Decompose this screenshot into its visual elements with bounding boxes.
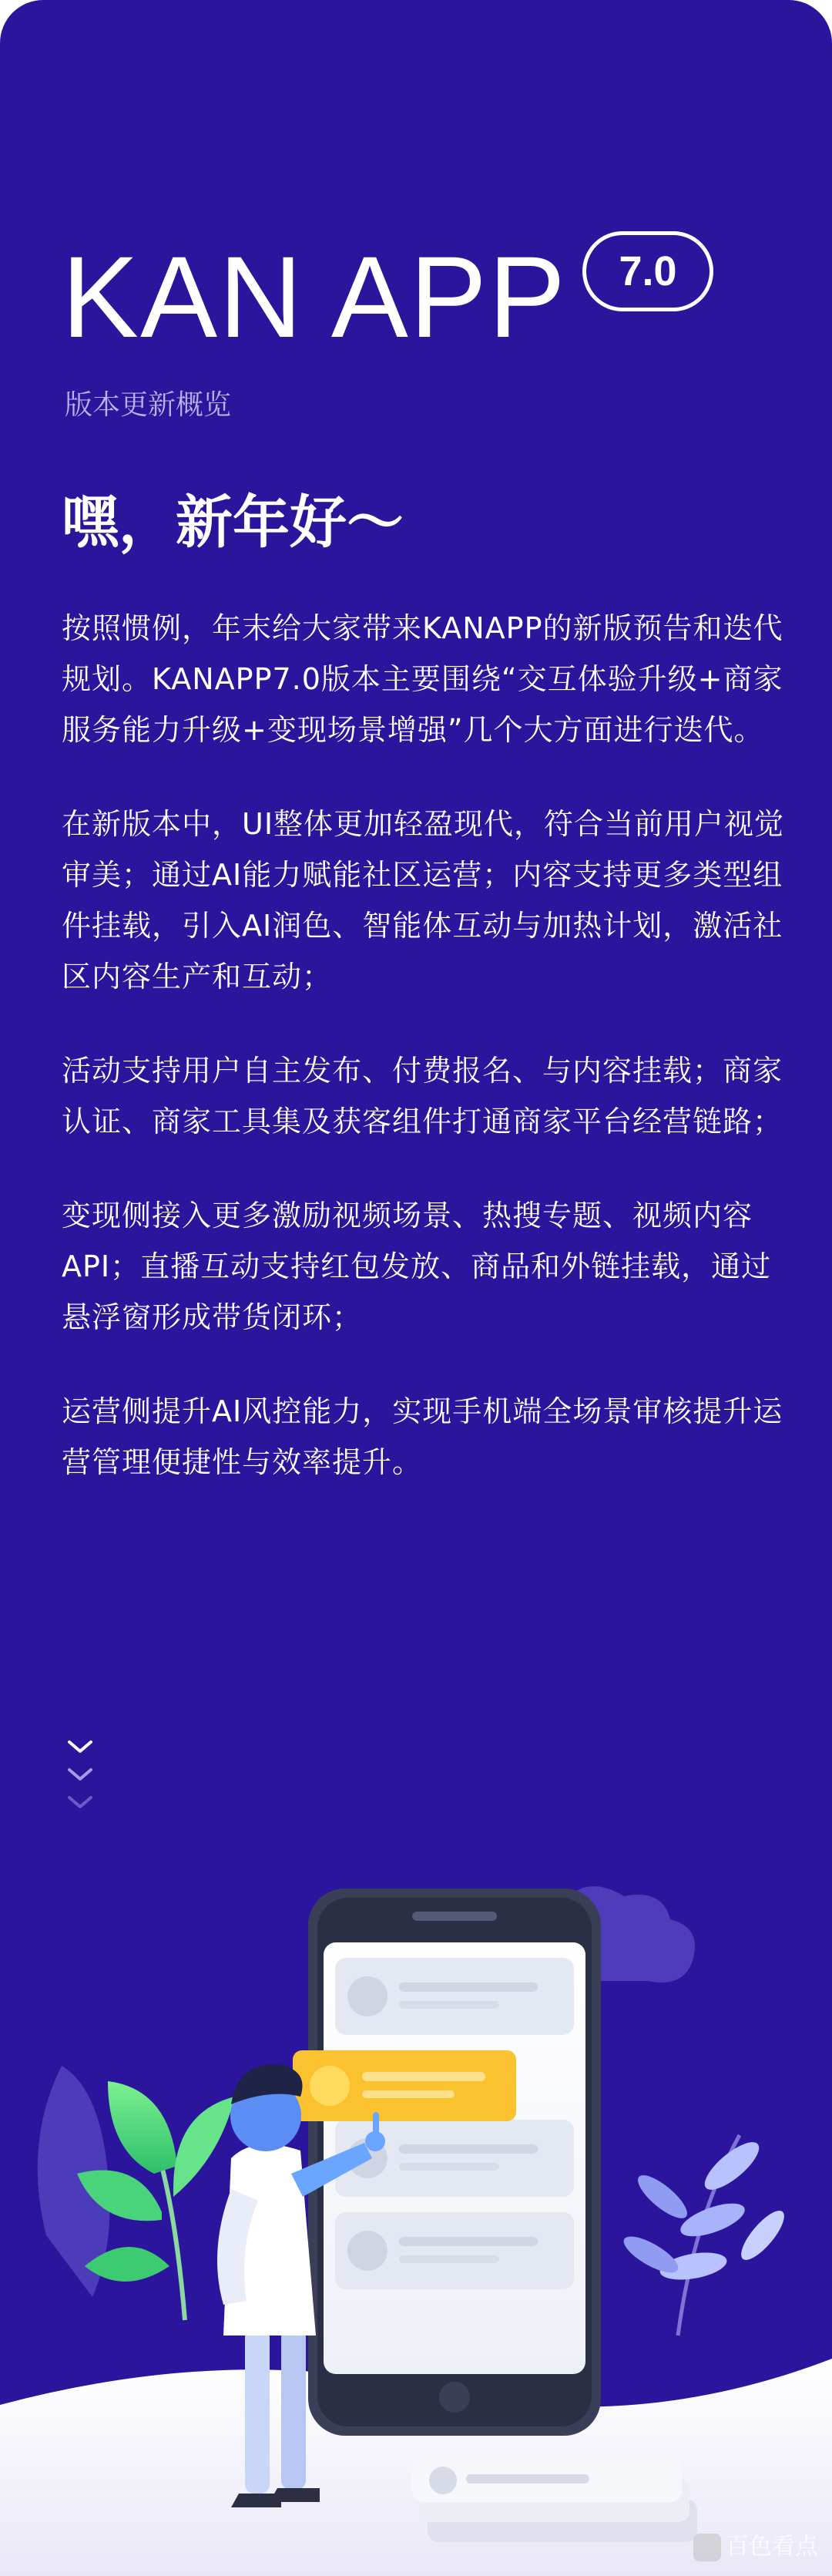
highlight-card	[293, 2050, 516, 2121]
hero-illustration	[0, 1834, 832, 2576]
message-stack	[412, 2459, 697, 2542]
watermark-text: 百色看点	[726, 2533, 818, 2561]
intro-body	[62, 603, 786, 1531]
greeting-heading: 嘿，新年好～	[62, 489, 404, 556]
intro-paragraph: 变现侧接入更多激励视频场景、热搜专题、视频内容API；直播互动支持红包发放、商品和外链挂载，通过悬浮窗形成带货闭环；	[62, 1199, 772, 1334]
intro-paragraph: 在新版本中，UI整体更加轻盈现代，符合当前用户视觉审美；通过AI能力赋能社区运营；内容支持更多类型组件挂载，引入AI润色、智能体互动与加热计划，激活社区内容生产和互动；	[62, 807, 785, 994]
intro-paragraph: 活动支持用户自主发布、付费报名、与内容挂载；商家认证、商家工具集及获客组件打通商家平台经营链路；	[62, 1054, 783, 1138]
chevron-down-icon	[65, 1790, 96, 1818]
scroll-down-indicator[interactable]	[65, 1734, 96, 1818]
watermark	[693, 2531, 818, 2562]
feed-card	[335, 1958, 574, 2035]
title-row	[62, 231, 786, 370]
page-subtitle: 版本更新概览	[65, 389, 232, 421]
chevron-down-icon	[65, 1762, 96, 1790]
version-badge: 7.0	[582, 231, 713, 311]
feed-card	[335, 2212, 574, 2289]
intro-paragraph: 运营侧提升AI风控能力，实现手机端全场景审核提升运营管理便捷性与效率提升。	[62, 1394, 783, 1479]
watermark-logo-icon	[693, 2534, 721, 2561]
app-title: KAN APP	[62, 232, 567, 362]
chevron-down-icon	[65, 1734, 96, 1762]
intro-paragraph: 按照惯例，年末给大家带来KANAPP的新版预告和迭代规划。KANAPP7.0版本主要围绕“交互体验升级+商家服务能力升级+变现场景增强”几个大方面进行迭代。	[62, 611, 783, 747]
plant-illustration	[77, 2081, 235, 2320]
right-plant	[619, 2134, 790, 2336]
